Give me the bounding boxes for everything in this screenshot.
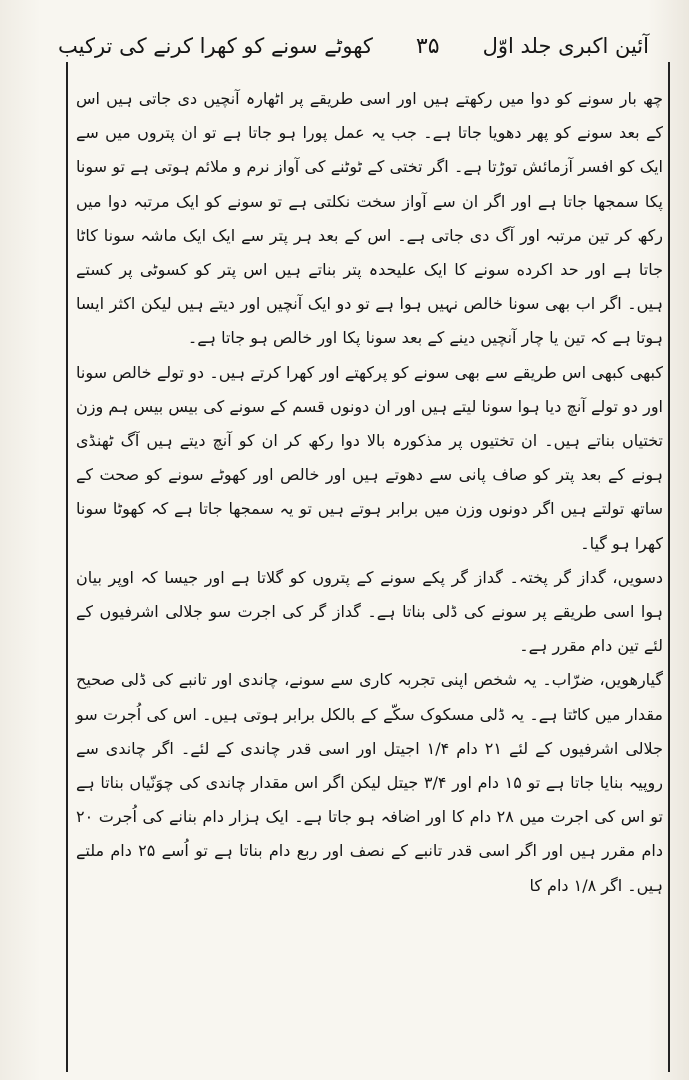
paragraph-gold-refining: چھ بار سونے کو دوا میں رکھتے ہیں اور اسی طریقے پر اٹھارہ آنچیں دی جاتی ہیں اس کے بعد سونے کو پھر دھویا جاتا ہے۔ جب یہ عمل پورا ہو جاتا ہے تو ان پتروں میں سے ایک کو افسر آزمائش توڑتا ہے۔ اگر تختی کے ٹوٹنے کی آواز نرم و ملائم ہوتی ہے تو سونا پکا سمجھا جاتا ہے اور اگر ان سے آواز سخت نکلتی ہے تو سونے کو ایک مرتبہ دوا میں رکھ کر تین مرتبہ اور آگ دی جاتی ہے۔ اس کے بعد ہر پتر سے ایک ایک ماشہ سونا کاٹا جاتا ہے اور حد اکرده سونے کا ایک علیحدہ پتر بناتے ہیں اس پتر کو کسوٹی پر کستے ہیں۔ اگر اب بھی سونا خالص نہیں ہوا ہے تو دو ایک آنچیں اور دیتے ہیں لیکن اکثر ایسا ہوتا ہے کہ تین یا چار آنچیں دینے کے بعد سونا پکا اور خالص ہو جاتا ہے۔: [76, 89, 663, 348]
chapter-title: کھوٹے سونے کو کھرا کرنے کی ترکیب: [58, 34, 373, 58]
right-margin-rule: [668, 62, 670, 1072]
page-number: ۳۵: [415, 33, 440, 59]
paragraph-eleventh-mint-master: گیارھویں، ضرّاب۔ یہ شخص اپنی تجربہ کاری سے سونے، چاندی اور تانبے کی ڈلی صحیح مقدار میں کاٹتا ہے۔ یہ ڈلی مسکوک سکّے کے بالکل برابر ہوتی ہیں۔ اس کی اُجرت سو جلالی اشرفیوں کے لئے ۲۱ دام ۱/۴ اجیتل اور اسی قدر چاندی کے لئے۔ اگر چاندی سے روپیہ بنایا جاتا ہے تو ۱۵ دام اور ۳/۴ جیتل لیکن اگر اس مقدار چاندی کی چوَنّیاں بناتا ہے تو اس کی اجرت میں ۲۸ دام کا اور اضافہ ہو جاتا ہے۔ ایک ہزار دام بنانے کی اُجرت ۲۰ دام مقرر ہیں اور اگر اسی قدر تانبے کے نصف اور ربع دام بناتا ہے تو اُسے ۲۵ دام ملتے ہیں۔ اگر ۱/۸ دام کا: [76, 670, 664, 895]
page-header: [58, 26, 649, 66]
book-title: آئین اکبری جلد اوّل: [482, 34, 649, 58]
paragraph-tenth-melter: دسویں، گداز گر پختہ۔ گداز گر پکے سونے کے پتروں کو گلاتا ہے اور جیسا کہ اوپر بیان ہوا اسی طریقے پر سونے کی ڈلی بناتا ہے۔ گداز گر کی اجرت سو جلالی اشرفیوں کے لئے تین دام مقرر ہے۔: [76, 567, 663, 656]
body-text: [76, 82, 663, 1060]
left-margin-rule: [66, 62, 68, 1072]
paragraph-gold-testing: کبھی کبھی اس طریقے سے بھی سونے کو پرکھتے اور کھرا کرتے ہیں۔ دو تولے خالص سونا اور دو تولے آنچ دیا ہوا سونا لیتے ہیں اور ان دونوں قسم کے سونے کی بیس بیس ہم وزن تختیاں بناتے ہیں۔ ان تختیوں پر مذکورہ بالا دوا رکھ کر ان کو آنچ دیتے ہیں آگ ٹھنڈی ہونے کے بعد پتر کو صاف پانی سے دھوتے ہیں اور خالص اور کھوٹے سونے کو صحت کے ساتھ تولتے ہیں اگر دونوں وزن میں برابر ہوتے ہیں تو یہ سمجھا جاتا ہے کہ کھوٹا سونا کھرا ہو گیا۔: [76, 362, 663, 553]
